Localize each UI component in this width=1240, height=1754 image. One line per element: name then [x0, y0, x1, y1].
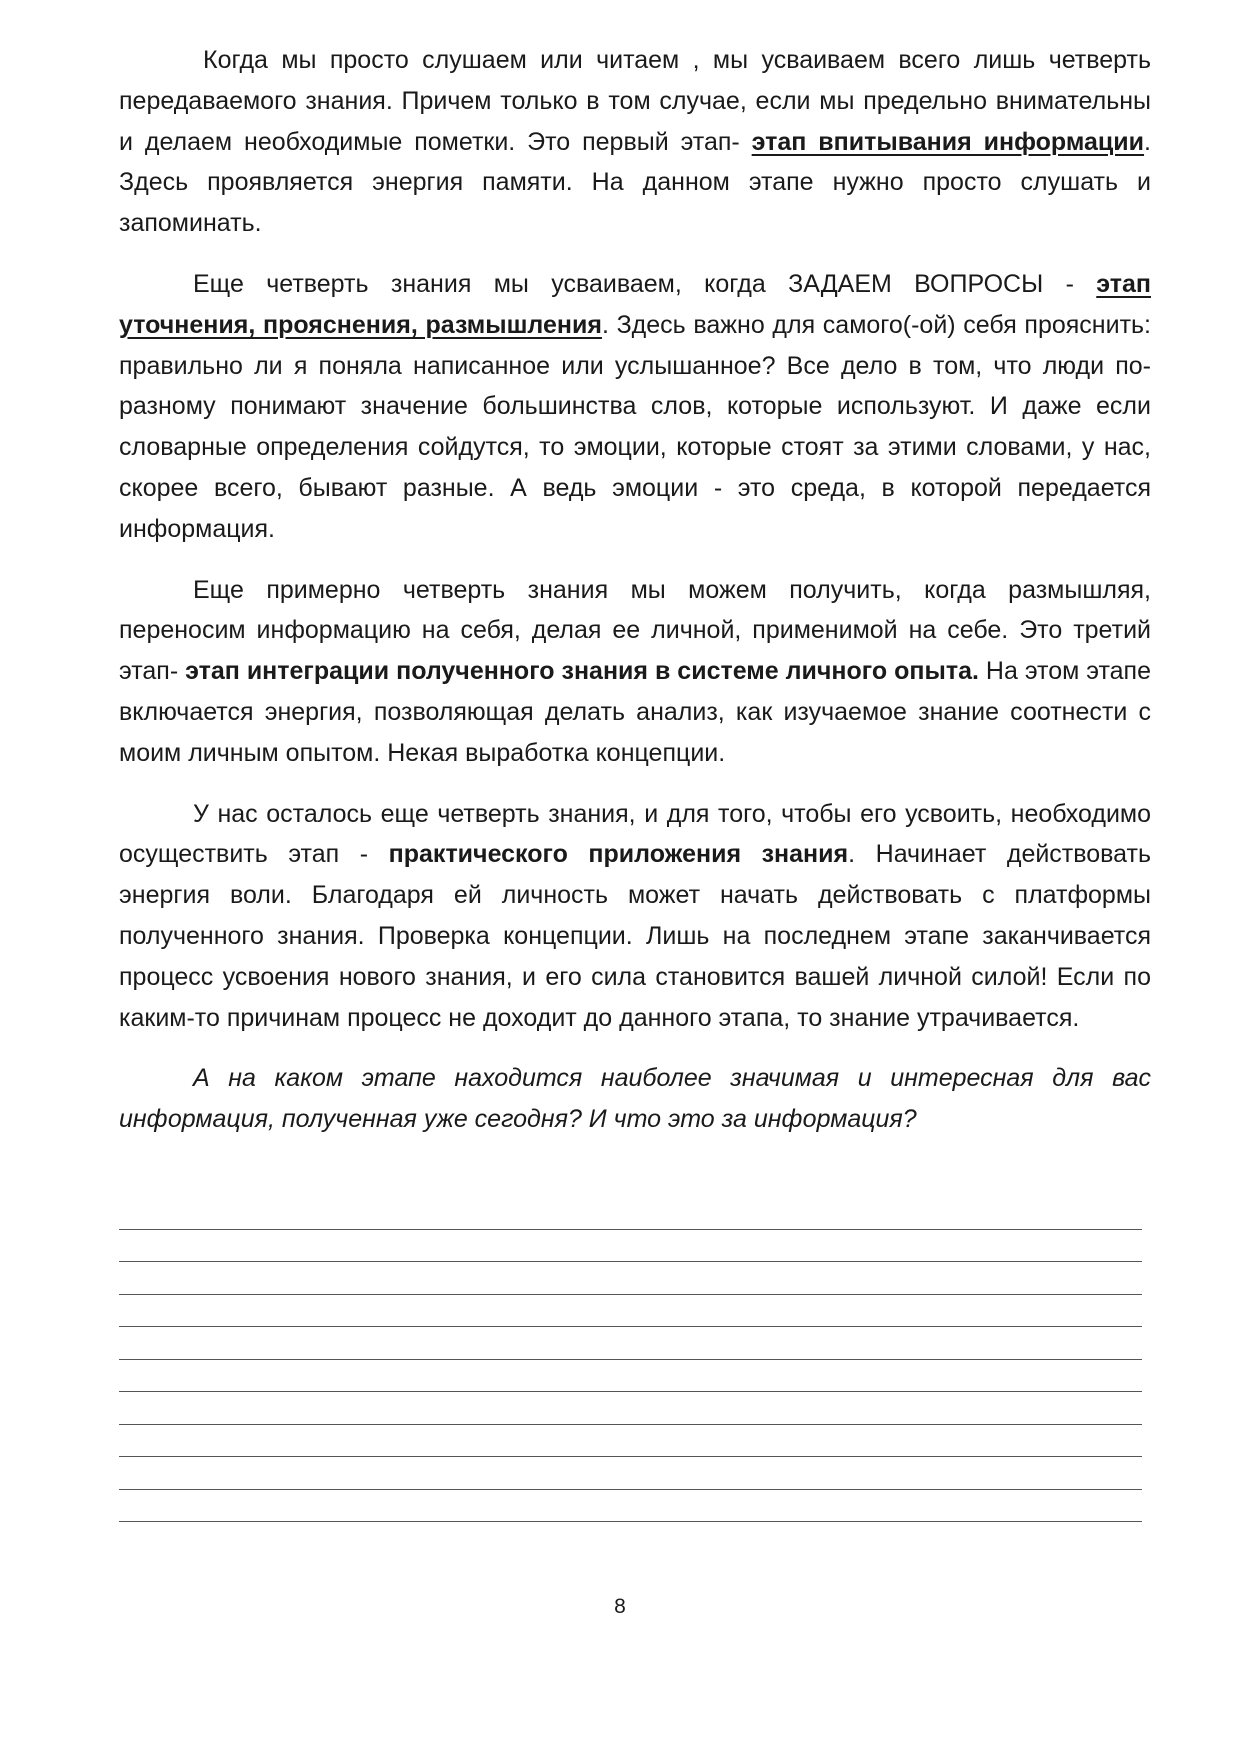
page-number: 8	[614, 1595, 626, 1618]
stage-3-term: этап интеграции полученного знания в системе личного опыта.	[185, 657, 979, 686]
stage-4-term: практического приложения знания	[388, 840, 849, 869]
paragraph-stage-1	[119, 40, 1151, 244]
paragraph-stage-2	[119, 264, 1151, 550]
answer-line[interactable]	[119, 1197, 1142, 1230]
paragraph-text: Еще примерно четверть знания мы можем получить, когда размышляя, переносим информацию на себя, делая ее личной, применимой на себе. Это третий этап-	[119, 575, 1151, 686]
answer-line[interactable]	[119, 1360, 1142, 1393]
paragraph-stage-4	[119, 794, 1151, 1039]
paragraph-text: . Начинает действовать энергия воли. Благодаря ей личность может начать действовать с платформы полученного знания. Проверка концепции. Лишь на последнем этапе заканчивается процесс усвоения нового знания, и его сила становится вашей личной силой! Если по каким-то причинам процесс не доходит до данного этапа, то знание утрачивается.	[119, 840, 1151, 1032]
reflection-question: А на каком этапе находится наиболее значимая и интересная для вас информация, полученная уже сегодня? И что это за информация?	[119, 1064, 1151, 1134]
document-body	[119, 40, 1151, 1160]
stage-2-term: этап уточнения, прояснения, размышления	[119, 269, 1151, 339]
answer-lines	[119, 1197, 1142, 1522]
answer-line[interactable]	[119, 1425, 1142, 1458]
paragraph-text: На этом этапе включается энергия, позволяющая делать анализ, как изучаемое знание соотнести с моим личным опытом. Некая выработка концепции.	[119, 657, 1151, 767]
answer-line[interactable]	[119, 1230, 1142, 1263]
stage-1-term: этап впитывания информации	[751, 127, 1145, 156]
answer-line[interactable]	[119, 1457, 1142, 1490]
answer-line[interactable]	[119, 1327, 1142, 1360]
paragraph-text: У нас осталось еще четверть знания, и для того, чтобы его усвоить, необходимо осуществить этап -	[119, 799, 1151, 869]
paragraph-text: . Здесь проявляется энергия памяти. На данном этапе нужно просто слушать и запоминать.	[119, 127, 1151, 238]
answer-line[interactable]	[119, 1490, 1142, 1523]
answer-line[interactable]	[119, 1295, 1142, 1328]
paragraph-stage-3	[119, 570, 1151, 774]
paragraph-text: Еще четверть знания мы усваиваем, когда ЗАДАЕМ ВОПРОСЫ -	[193, 269, 1097, 298]
answer-line[interactable]	[119, 1262, 1142, 1295]
answer-line[interactable]	[119, 1392, 1142, 1425]
paragraph-text: . Здесь важно для самого(-ой) себя прояснить: правильно ли я поняла написанное или услышанное? Все дело в том, что люди по-разному понимают значение большинства слов, которые используют. И даже если словарные определения сойдутся, то эмоции, которые стоят за этими словами, у нас, скорее всего, бывают разные. А ведь эмоции - это среда, в которой передается информация.	[119, 310, 1151, 543]
paragraph-text: Когда мы просто слушаем или читаем , мы усваиваем всего лишь четверть передаваемого знания. Причем только в том случае, если мы предельно внимательны и делаем необходимые пометки. Это первый этап-	[119, 46, 1151, 156]
